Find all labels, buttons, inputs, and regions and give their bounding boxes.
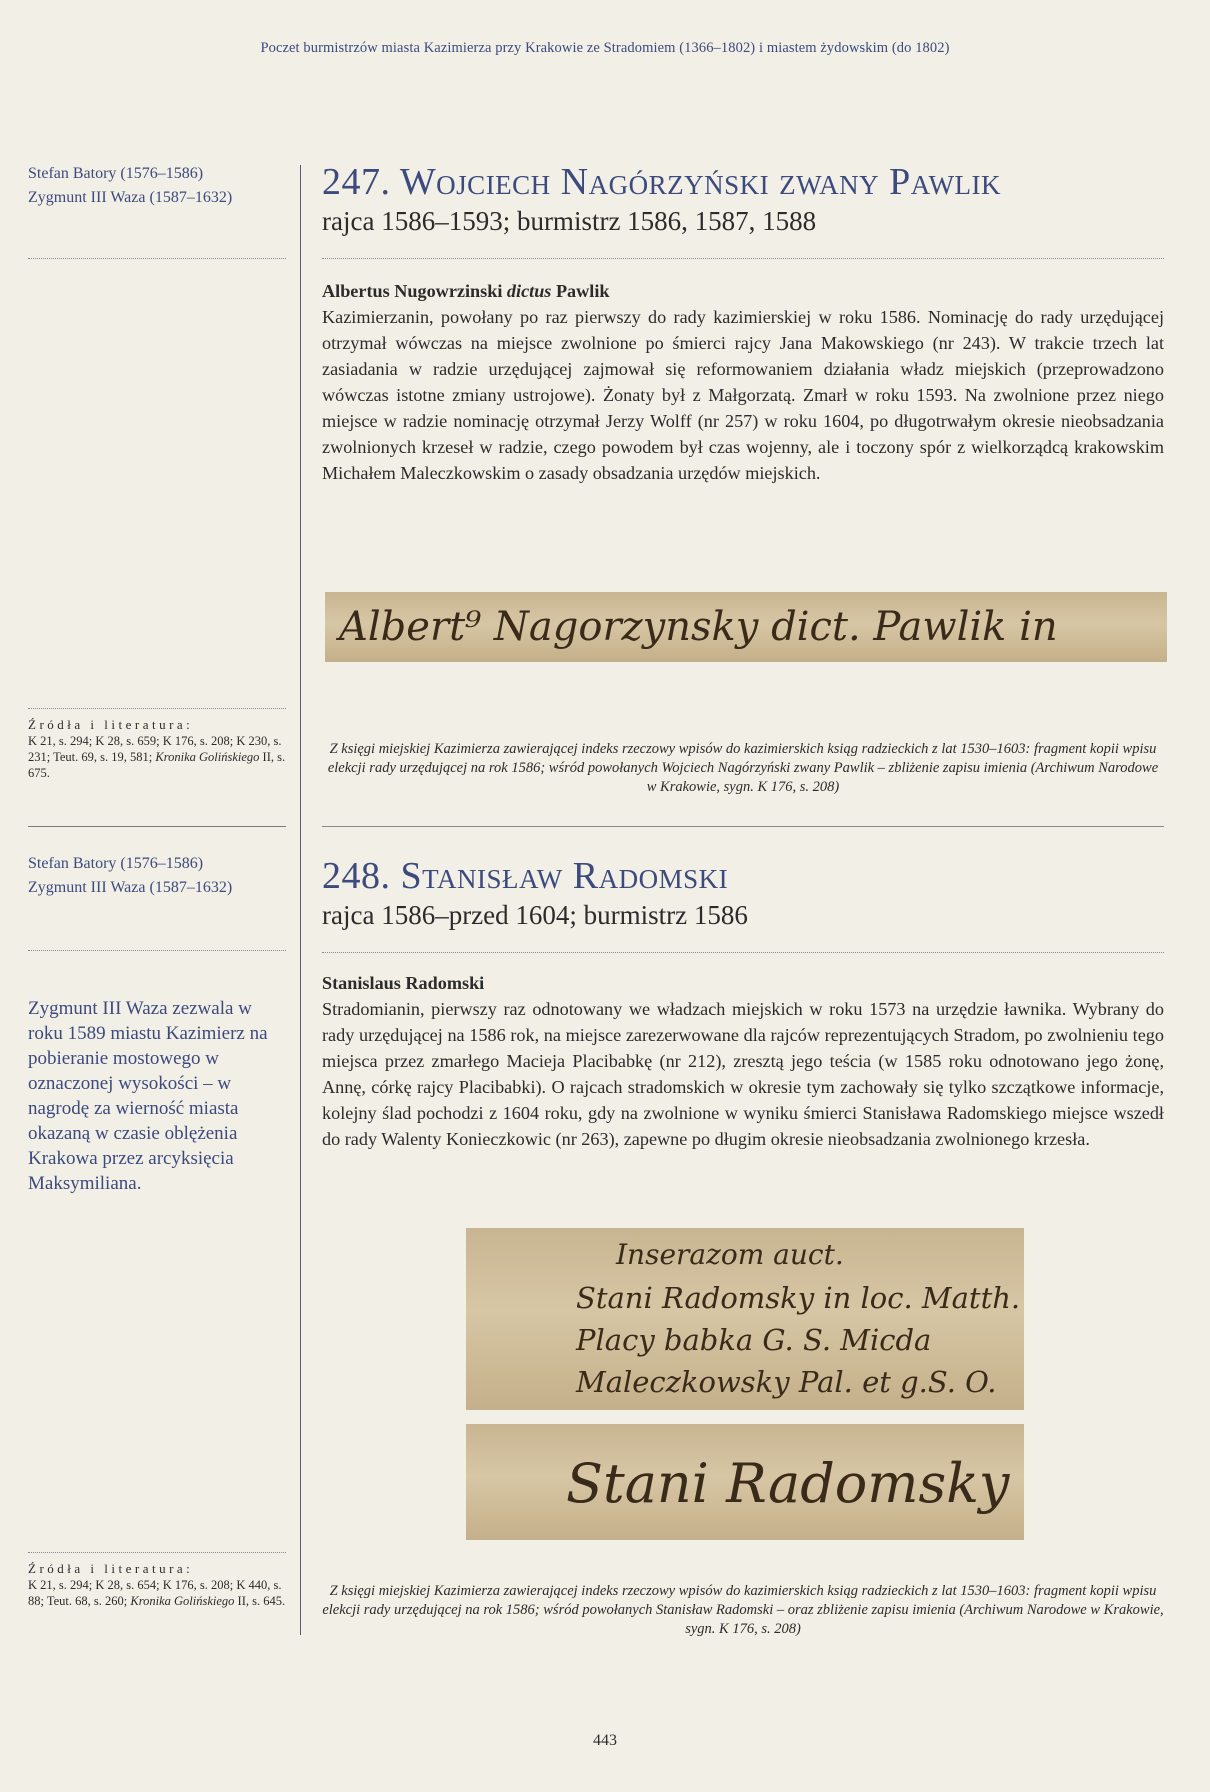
sources-text [28, 1577, 286, 1609]
manuscript-image-248 [466, 1228, 1024, 1410]
handwriting-graphic [325, 592, 1167, 662]
entry-248-body [322, 970, 1164, 1152]
reign-zygmunt-iii: Zygmunt III Waza (1587–1632) [28, 879, 233, 896]
page-number: 443 [593, 1732, 617, 1749]
sources-separator [28, 708, 286, 709]
handwriting-text: Albert⁹ Nagorzynsky dict. Pawlik in [339, 604, 1058, 650]
handwriting-line: Stani Radomsky in loc. Matth. [576, 1281, 1021, 1315]
sources-heading: Źródła i literatura: [28, 717, 194, 732]
column-divider [300, 165, 301, 1635]
sources-separator [28, 1552, 286, 1553]
sources-refs: K 21, s. 294; K 28, s. 654; K 176, s. 208; K 440, s. 88; Teut. 68, s. 260; [28, 1578, 282, 1608]
biography-text: Kazimierzanin, powołany po raz pierwszy do rady kazimierskiej w roku 1586. Nominację do rady urzędującej otrzymał wówczas na miejsce zwolnione po śmierci rajcy Jana Makowskiego (nr 243). W trakcie trzech lat zasiadania w radzie urzędującej zajmował się reformowaniem działania władz miejskich (przeprowadzono wówczas istotne zmiany ustrojowe). Żonaty był z Małgorzatą. Zmarł w roku 1593. Na zwolnione przez niego miejsce w radzie nominację otrzymał Jerzy Wolff (nr 257) w roku 1604, po długotrwałym okresie nieobsadzania zwolnionych krzeseł w radzie, czego powodem był czas wojenny, ale i toczony spór z wielkorządcą krakowskim Michałem Maleczkowskim o zasady obsadzania urzędów miejskich. [322, 307, 1164, 483]
sidenote: Zygmunt III Waza zezwala w roku 1589 miastu Kazimierz na pobieranie mostowego w oznaczonej wysokości – w nagrodę za wierność miasta okazaną w czasie oblężenia Krakowa przez arcyksięcia Maksymiliana. [28, 998, 268, 1194]
manuscript-closeup-248 [466, 1424, 1024, 1540]
left-separator [28, 950, 286, 951]
sources-refs-end: II, s. 645. [237, 1594, 286, 1608]
entry-247-reigns [28, 162, 286, 210]
entry-247-body [322, 278, 1164, 486]
reign-stefan-batory: Stefan Batory (1576–1586) [28, 165, 204, 182]
biography-text: Stradomianin, pierwszy raz odnotowany we władzach miejskich w roku 1573 na urzędzie ławnika. Wybrany do rady urzędującej na 1586 rok, na miejsce zarezerwowane dla rajców reprezentujących Stradom, po zwolnieniu tego miejsca przez zmarłego Macieja Placibabkę (nr 212), zresztą jego teścia (w 1585 roku odnotowano jego żonę, Annę, córkę rajcy Placibabki). O rajcach stradomskich w okresie tym zachowały się tylko szczątkowe informacje, kolejny ślad pochodzi z 1604 roku, gdy na zwolnione w wyniku śmierci Stanisława Radomskiego miejsce wszedł do rady Walenty Konieczkowic (nr 263), zapewne po długim okresie nieobsadzania zwolnionego krzesła. [322, 999, 1164, 1149]
latin-name-2: Pawlik [555, 281, 610, 301]
entry-248-title: 248. Stanisław Radomski [322, 855, 729, 897]
entry-separator [322, 826, 1164, 827]
sources-heading: Źródła i literatura: [28, 1561, 194, 1576]
sources-text [28, 733, 286, 781]
sources-chronicle: Kronika Golińskiego [155, 750, 260, 764]
handwriting-line: Placy babka G. S. Micda [576, 1323, 932, 1357]
entry-247-subtitle: rajca 1586–1593; burmistrz 1586, 1587, 1588 [322, 206, 817, 236]
title-separator [322, 258, 1164, 259]
reign-zygmunt-iii: Zygmunt III Waza (1587–1632) [28, 189, 233, 206]
entry-247-title: 247. Wojciech Nagórzyński zwany Pawlik [322, 161, 1002, 203]
entry-248-reigns [28, 852, 286, 900]
handwriting-line: Inserazom auct. [616, 1238, 844, 1271]
title-separator [322, 952, 1164, 953]
entry-247-caption: Z księgi miejskiej Kazimierza zawierającej indeks rzeczowy wpisów do kazimierskich ksiąg radzieckich z lat 1530–1603: fragment kopii wpisu elekcji rady urzędującej na rok 1586; wśród powołanych Wojciech Nagórzyński zwany Pawlik – zbliżenie zapisu imienia (Archiwum Narodowe w Krakowie, sygn. K 176, s. 208) [327, 741, 1159, 795]
sources-refs: K 21, s. 294; K 28, s. 659; K 176, s. 208; K 230, s. 231; Teut. 69, s. 19, 581; [28, 734, 282, 764]
sources-refs-end: II, s. 675. [28, 750, 286, 780]
entry-248-subtitle: rajca 1586–przed 1604; burmistrz 1586 [322, 900, 748, 930]
latin-dictus: dictus [506, 281, 552, 301]
entry-separator-left [28, 826, 286, 827]
manuscript-image-247 [325, 592, 1167, 662]
latin-name: Stanislaus Radomski [322, 973, 485, 993]
handwriting-closeup-text: Stani Radomsky [566, 1452, 1010, 1515]
entry-248-caption: Z księgi miejskiej Kazimierza zawierającej indeks rzeczowy wpisów do kazimierskich ksiąg radzieckich z lat 1530–1603: fragment kopii wpisu elekcji rady urzędującej na rok 1586; wśród powołanych Stanisław Radomski – oraz zbliżenie zapisu imienia (Archiwum Narodowe w Krakowie, sygn. K 176, s. 208) [322, 1583, 1164, 1637]
latin-name [322, 278, 1164, 304]
entry-247-sources [28, 708, 286, 781]
left-separator [28, 258, 286, 259]
sources-chronicle: Kronika Golińskiego [130, 1594, 235, 1608]
handwriting-graphic [466, 1228, 1024, 1410]
handwriting-closeup-graphic [466, 1424, 1024, 1540]
handwriting-line: Maleczkowsky Pal. et g.S. O. [576, 1365, 997, 1399]
reign-stefan-batory: Stefan Batory (1576–1586) [28, 855, 204, 872]
running-header: Poczet burmistrzów miasta Kazimierza przy Krakowie ze Stradomiem (1366–1802) i miastem żydowskim (do 1802) [260, 40, 950, 56]
latin-name-1: Albertus Nugowrzinski [322, 281, 503, 301]
entry-248-sources [28, 1552, 286, 1609]
